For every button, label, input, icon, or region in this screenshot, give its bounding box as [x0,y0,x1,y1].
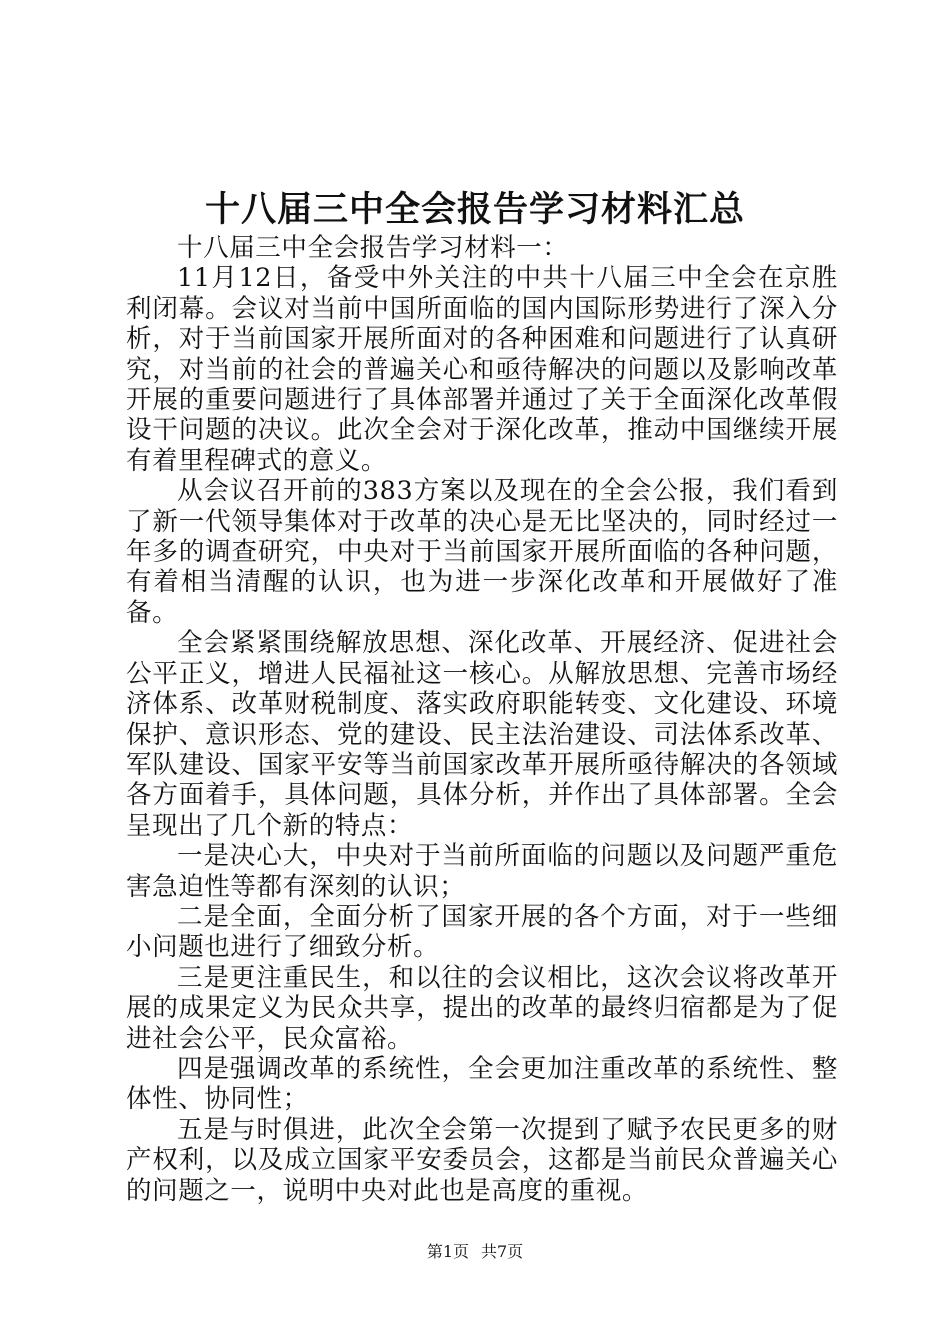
paragraph: 一是决心大，中央对于当前所面临的问题以及问题严重危害急迫性等都有深刻的认识； [126,841,838,902]
paragraph: 二是全面，全面分析了国家开展的各个方面，对于一些细小问题也进行了细致分析。 [126,901,838,963]
paragraph: 11月12日，备受中外关注的中共十八届三中全会在京胜利闭幕。会议对当前中国所面临的国内国际形势进行了深入分析，对于当前国家开展所面对的各种困难和问题进行了认真研究，对当前的社会的普遍关心和亟待解决的问题以及影响改革开展的重要问题进行了具体部署并通过了关于全面深化改革假设干问题的决议。此次全会对于深化改革，推动中国继续开展有着里程碑式的意义。 [126,263,838,476]
document-title: 十八届三中全会报告学习材料汇总 [204,189,745,230]
page-footer [0,1242,950,1262]
paragraph: 五是与时俱进，此次全会第一次提到了赋予农民更多的财产权利，以及成立国家平安委员会，这都是当前民众普遍关心的问题之一，说明中央对此也是高度的重视。 [126,1114,838,1206]
page-total: 共7页 [481,1242,524,1261]
paragraph: 从会议召开前的383方案以及现在的全会公报，我们看到了新一代领导集体对于改革的决心是无比坚决的，同时经过一年多的调查研究，中央对于当前国家开展所面临的各种问题，有着相当清醒的认识，也为进一步深化改革和开展做好了准备。 [126,476,838,628]
paragraph: 三是更注重民生，和以往的会议相比，这次会议将改革开展的成果定义为民众共享，提出的改革的最终归宿都是为了促进社会公平，民众富裕。 [126,962,838,1054]
paragraph: 十八届三中全会报告学习材料一： [177,233,569,263]
document-body [126,233,838,1206]
paragraph: 全会紧紧围绕解放思想、深化改革、开展经济、促进社会公平正义，增进人民福祉这一核心。从解放思想、完善市场经济体系、改革财税制度、落实政府职能转变、文化建设、环境保护、意识形态、党的建设、民主法治建设、司法体系改革、军队建设、国家平安等当前国家改革开展所亟待解决的各领域各方面着手，具体问题，具体分析，并作出了具体部署。全会呈现出了几个新的特点： [126,628,838,841]
paragraph: 四是强调改革的系统性，全会更加注重改革的系统性、整体性、协同性； [126,1053,838,1115]
page-number: 第1页 [426,1242,469,1261]
